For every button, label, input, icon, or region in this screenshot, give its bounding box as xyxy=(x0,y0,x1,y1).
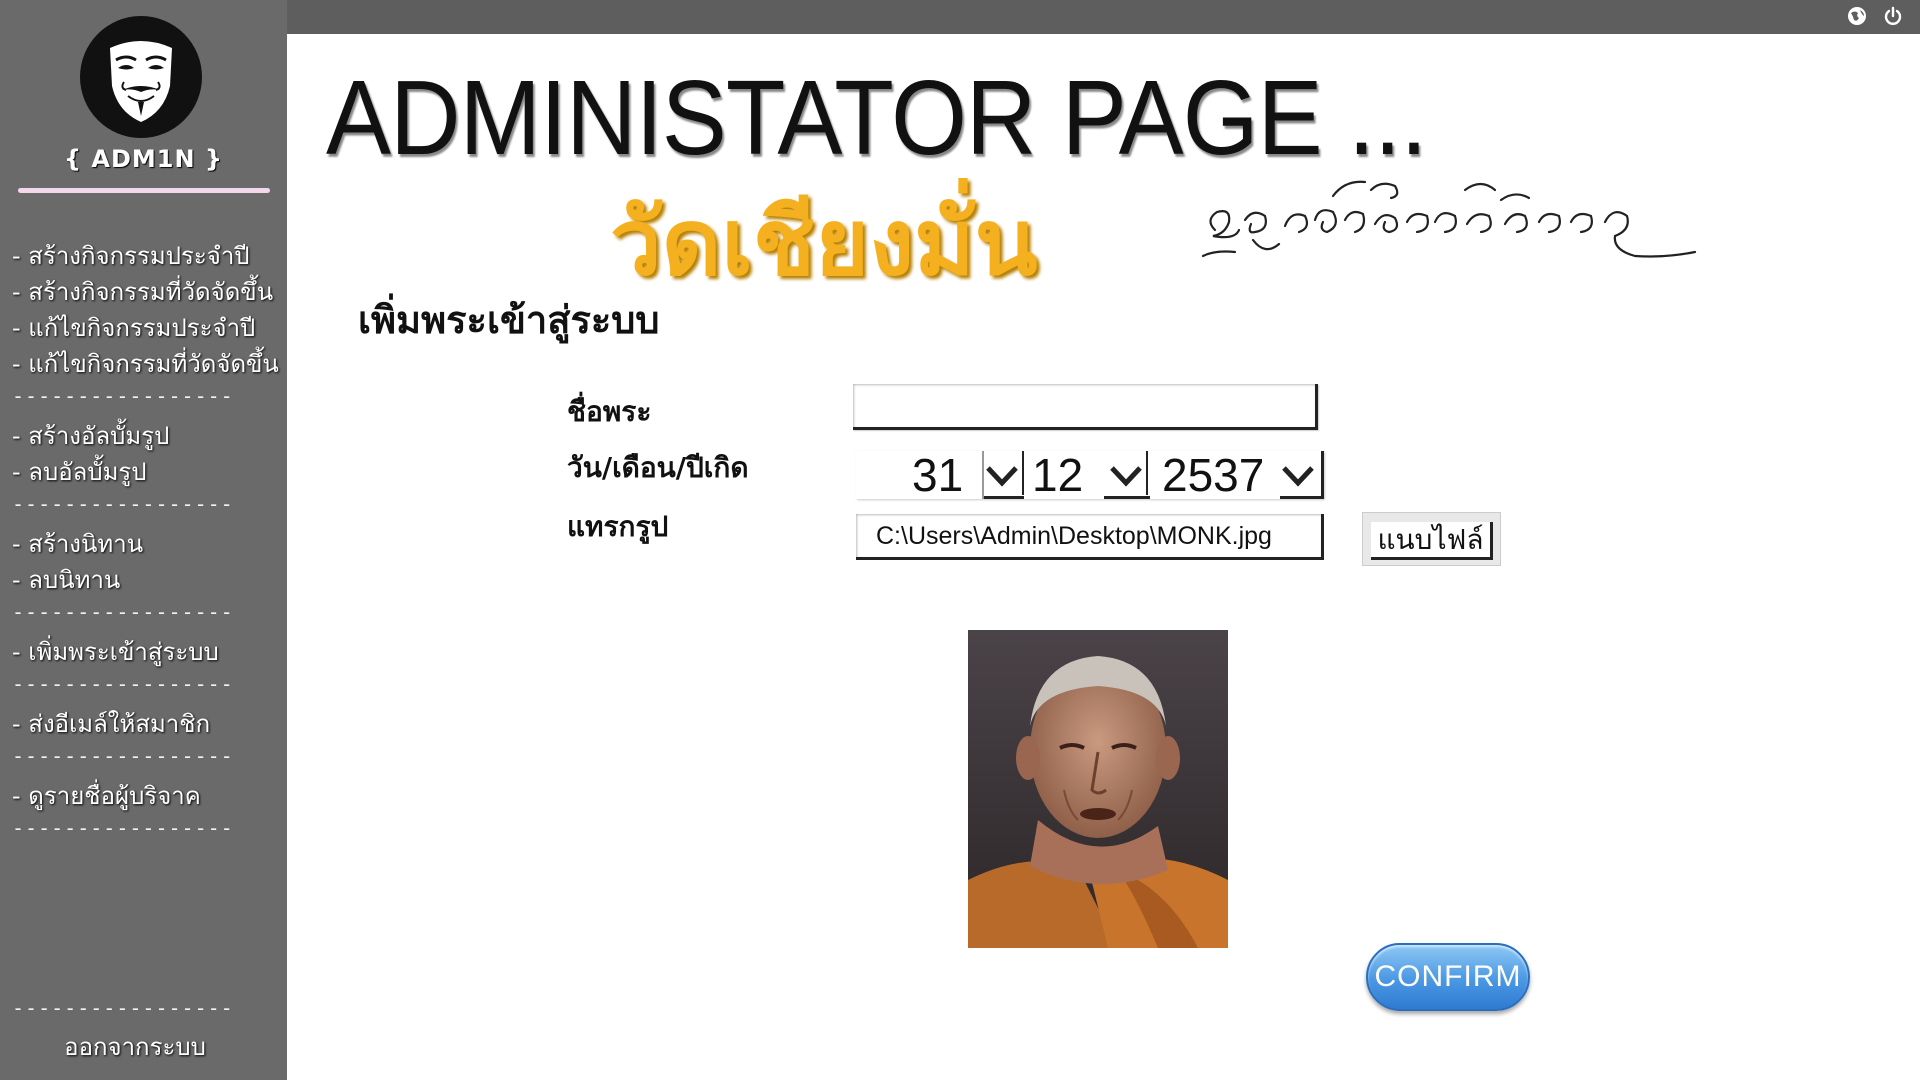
power-icon[interactable] xyxy=(1882,6,1904,28)
menu-separator: ----------------- xyxy=(12,672,234,696)
confirm-button[interactable]: CONFIRM xyxy=(1366,943,1530,1011)
monk-photo xyxy=(968,630,1228,948)
year-select[interactable] xyxy=(1150,451,1280,499)
month-select[interactable] xyxy=(1024,451,1104,499)
menu-create-tale[interactable]: - สร้างนิทาน xyxy=(12,530,144,558)
birthdate-selects xyxy=(856,451,1324,499)
admin-label: { ADM1N } xyxy=(63,145,224,173)
monk-name-input[interactable] xyxy=(853,384,1318,430)
form-heading: เพิ่มพระเข้าสู่ระบบ xyxy=(358,298,660,342)
menu-separator: ----------------- xyxy=(12,744,234,768)
menu-separator: ----------------- xyxy=(12,996,234,1020)
logout-link[interactable]: ออกจากระบบ xyxy=(64,1033,206,1061)
attach-file-label: แนบไฟล์ xyxy=(1371,522,1493,560)
chevron-down-icon xyxy=(1280,463,1316,487)
menu-delete-tale[interactable]: - ลบนิทาน xyxy=(12,566,121,594)
menu-edit-temple-activity[interactable]: - แก้ไขกิจกรรมที่วัดจัดขึ้น xyxy=(12,350,279,378)
avatar xyxy=(80,16,202,138)
menu-separator: ----------------- xyxy=(12,384,234,408)
menu-add-monk[interactable]: - เพิ่มพระเข้าสู่ระบบ xyxy=(12,638,219,666)
menu-delete-album[interactable]: - ลบอัลบั้มรูป xyxy=(12,458,147,486)
chevron-down-icon xyxy=(984,463,1020,487)
page-title: ADMINISTATOR PAGE ... xyxy=(326,59,1427,177)
mask-avatar-icon xyxy=(80,16,202,138)
decorative-script-icon xyxy=(1195,160,1705,280)
menu-create-album[interactable]: - สร้างอัลบั้มรูป xyxy=(12,422,170,450)
menu-separator: ----------------- xyxy=(12,600,234,624)
admin-underline xyxy=(18,188,270,193)
monk-name-label: ชื่อพระ xyxy=(567,395,652,428)
day-value: 31 xyxy=(912,449,964,501)
attach-file-button[interactable] xyxy=(1362,512,1501,566)
image-label: แทรกรูป xyxy=(567,510,669,543)
select-divider xyxy=(1146,451,1148,495)
birthdate-label: วัน/เดือน/ปีเกิด xyxy=(567,451,749,484)
menu-create-temple-activity[interactable]: - สร้างกิจกรรมที่วัดจัดขึ้น xyxy=(12,278,274,306)
menu-create-annual-activity[interactable]: - สร้างกิจกรรมประจำปี xyxy=(12,242,250,270)
sidebar xyxy=(0,0,287,1080)
day-select[interactable] xyxy=(856,451,984,499)
temple-name: วัดเชียงมั่น xyxy=(610,189,1038,296)
year-value: 2537 xyxy=(1162,449,1265,501)
menu-view-donors[interactable]: - ดูรายชื่อผู้บริจาค xyxy=(12,782,201,810)
menu-send-email[interactable]: - ส่งอีเมล์ให้สมาชิก xyxy=(12,710,211,738)
chevron-down-icon xyxy=(1108,463,1144,487)
menu-separator: ----------------- xyxy=(12,492,234,516)
menu-separator: ----------------- xyxy=(12,816,234,840)
menu-edit-annual-activity[interactable]: - แก้ไขกิจกรรมประจำปี xyxy=(12,314,256,342)
file-path-input[interactable]: C:\Users\Admin\Desktop\MONK.jpg xyxy=(856,514,1324,560)
month-value: 12 xyxy=(1032,449,1084,501)
globe-icon[interactable] xyxy=(1846,6,1868,28)
top-bar xyxy=(0,0,1920,34)
